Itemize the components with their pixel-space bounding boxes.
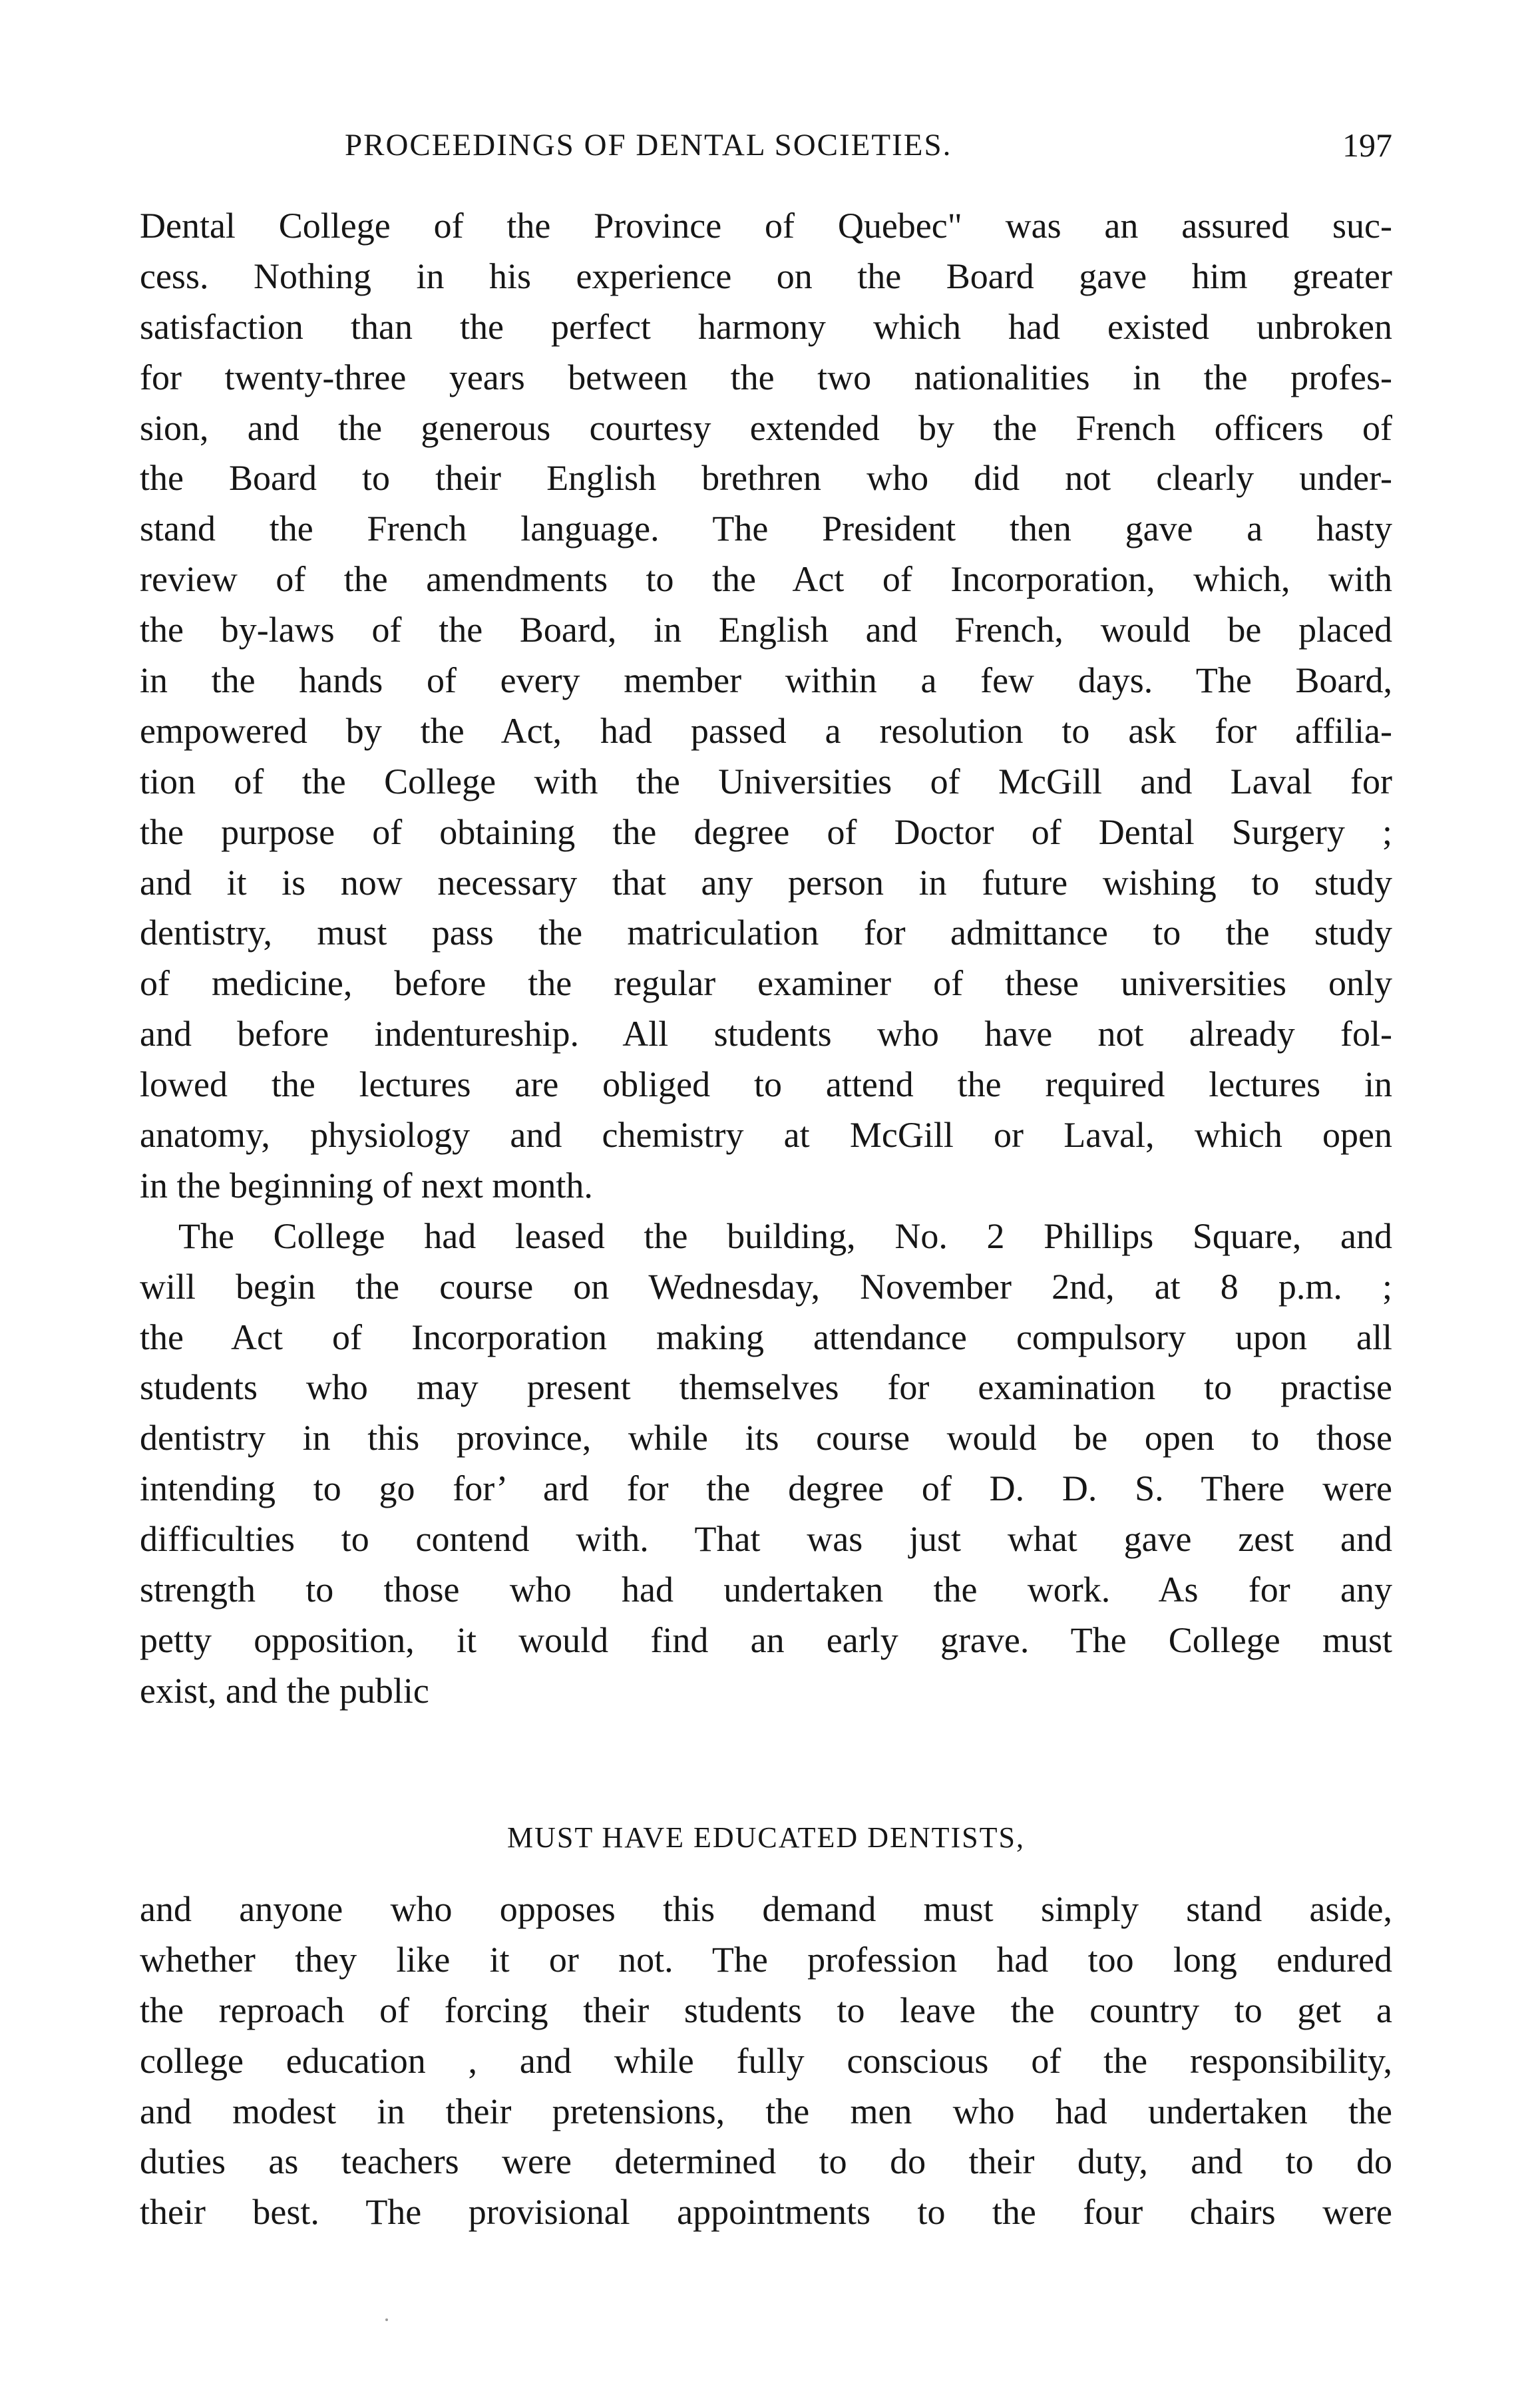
text-line: strength to those who had undertaken the work. As for any xyxy=(140,1570,1392,1610)
text-line: dentistry in this province, while its course would be open to those xyxy=(140,1418,1392,1458)
text-line: stand the French language. The President then gave a hasty xyxy=(140,509,1392,549)
text-line: and anyone who opposes this demand must simply stand aside, xyxy=(140,1889,1392,1929)
text-line: in the hands of every member within a few days. The Board, xyxy=(140,660,1392,701)
text-line: difficulties to contend with. That was just what gave zest and xyxy=(140,1519,1392,1560)
text-line: cess. Nothing in his experience on the Board gave him greater xyxy=(140,256,1392,296)
text-line: for twenty-three years between the two nationalities in the profes- xyxy=(140,357,1392,397)
text-line: and before indentureship. All students who have not already fol- xyxy=(140,1014,1392,1054)
scan-speck xyxy=(385,2318,388,2321)
text-line: the purpose of obtaining the degree of Doctor of Dental Surgery ; xyxy=(140,811,1392,852)
text-line: the reproach of forcing their students to leave the country to get a xyxy=(140,1990,1392,2030)
text-line: college education , and while fully conscious of the responsibility, xyxy=(140,2040,1392,2081)
section-heading: MUST HAVE EDUCATED DENTISTS, xyxy=(507,1821,1025,1854)
text-line: The College had leased the building, No. 2 Phillips Square, and xyxy=(178,1215,1392,1256)
text-line: the by-laws of the Board, in English and French, would be placed xyxy=(140,610,1392,650)
text-line: lowed the lectures are obliged to attend the required lectures in xyxy=(140,1064,1392,1105)
text-line: dentistry, must pass the matriculation for admittance to the study xyxy=(140,913,1392,953)
text-line: will begin the course on Wednesday, November 2nd, at 8 p.m. ; xyxy=(140,1266,1392,1307)
text-line: exist, and the public xyxy=(140,1670,429,1711)
text-line: the Act of Incorporation making attendance compulsory upon all xyxy=(140,1317,1392,1357)
text-line: sion, and the generous courtesy extended by the French officers of xyxy=(140,407,1392,448)
text-line: whether they like it or not. The profession had too long endured xyxy=(140,1939,1392,1980)
text-line: students who may present themselves for examination to practise xyxy=(140,1367,1392,1408)
running-head xyxy=(140,125,1392,172)
page-number: 197 xyxy=(1342,126,1392,164)
text-line: petty opposition, it would find an early grave. The College must xyxy=(140,1620,1392,1660)
text-line: intending to go for’ ard for the degree of D. D. S. There were xyxy=(140,1468,1392,1509)
text-line: their best. The provisional appointments to the four chairs were xyxy=(140,2192,1392,2233)
text-line: satisfaction than the perfect harmony which had existed unbroken xyxy=(140,306,1392,347)
text-line: in the beginning of next month. xyxy=(140,1165,593,1205)
text-line: the Board to their English brethren who did not clearly under- xyxy=(140,458,1392,499)
text-line: duties as teachers were determined to do their duty, and to do xyxy=(140,2141,1392,2182)
body-text-before-heading xyxy=(140,201,1392,1717)
text-line: of medicine, before the regular examiner of these universities only xyxy=(140,963,1392,1004)
text-line: empowered by the Act, had passed a resolution to ask for affilia- xyxy=(140,710,1392,751)
text-line: anatomy, physiology and chemistry at McGill or Laval, which open xyxy=(140,1115,1392,1156)
text-line: and it is now necessary that any person in future wishing to study xyxy=(140,862,1392,903)
running-title: PROCEEDINGS OF DENTAL SOCIETIES. xyxy=(345,128,952,162)
text-line: Dental College of the Province of Quebec" was an assured suc- xyxy=(140,206,1392,246)
text-line: review of the amendments to the Act of Incorporation, which, with xyxy=(140,559,1392,600)
body-text-after-heading xyxy=(140,1884,1392,2238)
text-line: tion of the College with the Universities of McGill and Laval for xyxy=(140,761,1392,801)
text-line: and modest in their pretensions, the men who had undertaken the xyxy=(140,2091,1392,2131)
